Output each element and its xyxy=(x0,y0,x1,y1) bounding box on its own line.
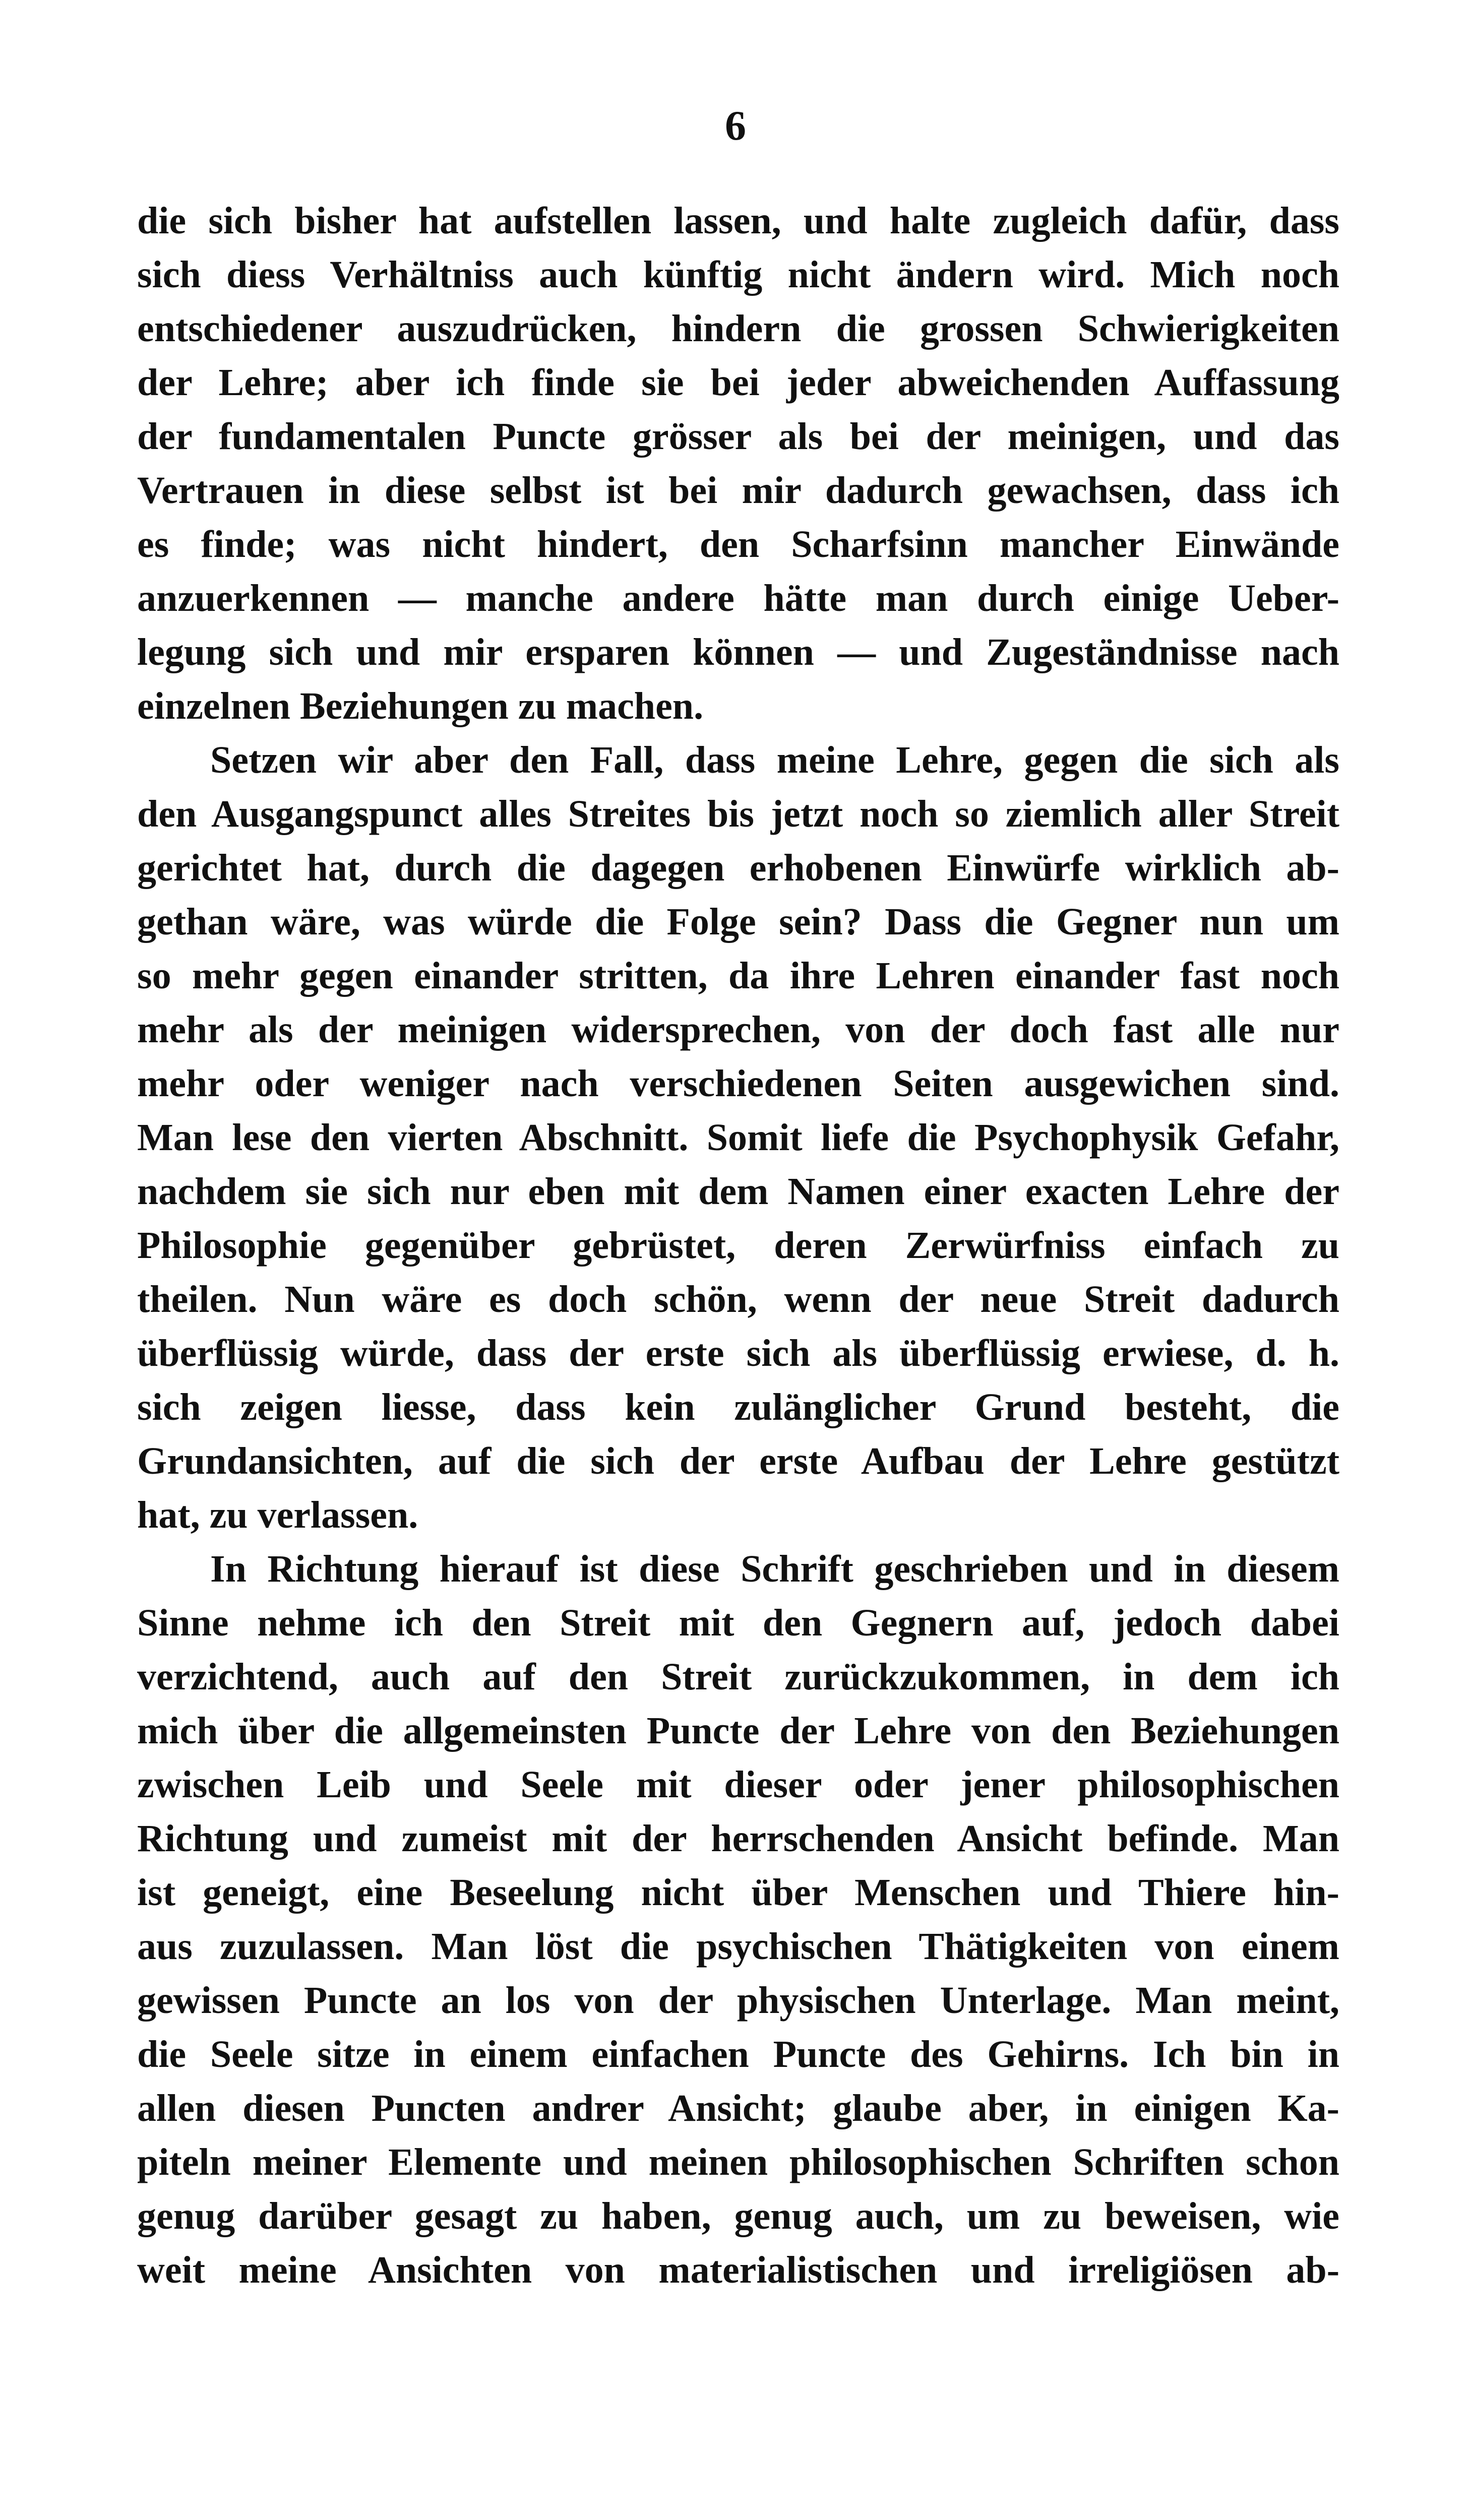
text-line: hat, zu verlassen. xyxy=(137,1494,418,1536)
text-line: weit meine Ansichten von materialistischen und irreligiösen ab- xyxy=(137,2249,1339,2291)
paragraph xyxy=(137,1542,1339,2297)
paragraph xyxy=(137,194,1339,733)
text-line: legung sich und mir ersparen können — und Zugeständnisse nach xyxy=(137,631,1339,673)
page-number: 6 xyxy=(725,102,746,149)
text-line: zwischen Leib und Seele mit dieser oder jener philosophischen xyxy=(137,1763,1339,1806)
text-line: mehr als der meinigen widersprechen, von der doch fast alle nur xyxy=(137,1009,1339,1051)
text-line: theilen. Nun wäre es doch schön, wenn der neue Streit dadurch xyxy=(137,1278,1339,1320)
text-line: Richtung und zumeist mit der herrschenden Ansicht befinde. Man xyxy=(137,1817,1339,1860)
text-line: aus zuzulassen. Man löst die psychischen Thätigkeiten von einem xyxy=(137,1925,1339,1968)
text-line: der Lehre; aber ich finde sie bei jeder abweichenden Auffassung xyxy=(137,361,1339,404)
text-line: Grundansichten, auf die sich der erste Aufbau der Lehre gestützt xyxy=(137,1440,1339,1482)
text-line: überflüssig würde, dass der erste sich als überflüssig erwiese, d. h. xyxy=(137,1332,1339,1374)
text-line: entschiedener auszudrücken, hindern die grossen Schwierigkeiten xyxy=(137,307,1339,350)
text-line: sich diess Verhältniss auch künftig nicht ändern wird. Mich noch xyxy=(137,254,1339,296)
text-line: sich zeigen liesse, dass kein zulänglicher Grund besteht, die xyxy=(137,1386,1339,1428)
text-line: anzuerkennen — manche andere hätte man durch einige Ueber- xyxy=(137,577,1339,619)
paragraph xyxy=(137,733,1339,1542)
text-line: einzelnen Beziehungen zu machen. xyxy=(137,685,704,727)
text-line: Philosophie gegenüber gebrüstet, deren Zerwürfniss einfach zu xyxy=(137,1224,1339,1267)
text-line: allen diesen Puncten andrer Ansicht; glaube aber, in einigen Ka- xyxy=(137,2087,1339,2129)
text-line: verzichtend, auch auf den Streit zurückzukommen, in dem ich xyxy=(137,1656,1339,1698)
text-line: so mehr gegen einander stritten, da ihre Lehren einander fast noch xyxy=(137,955,1339,997)
text-line: Setzen wir aber den Fall, dass meine Lehre, gegen die sich als xyxy=(210,739,1339,781)
text-line: nachdem sie sich nur eben mit dem Namen einer exacten Lehre der xyxy=(137,1170,1339,1213)
text-line: mich über die allgemeinsten Puncte der Lehre von den Beziehungen xyxy=(137,1710,1339,1752)
text-line: die Seele sitze in einem einfachen Puncte des Gehirns. Ich bin in xyxy=(137,2033,1339,2075)
body-text xyxy=(137,194,1339,2297)
text-line: gerichtet hat, durch die dagegen erhobenen Einwürfe wirklich ab- xyxy=(137,847,1339,889)
text-line: es finde; was nicht hindert, den Scharfsinn mancher Einwände xyxy=(137,523,1339,565)
text-line: gethan wäre, was würde die Folge sein? Dass die Gegner nun um xyxy=(137,901,1339,943)
text-line: piteln meiner Elemente und meinen philosophischen Schriften schon xyxy=(137,2141,1339,2183)
text-line: den Ausgangspunct alles Streites bis jetzt noch so ziemlich aller Streit xyxy=(137,793,1339,835)
text-line: genug darüber gesagt zu haben, genug auch, um zu beweisen, wie xyxy=(137,2195,1339,2237)
text-line: die sich bisher hat aufstellen lassen, und halte zugleich dafür, dass xyxy=(137,200,1339,242)
text-line: mehr oder weniger nach verschiedenen Seiten ausgewichen sind. xyxy=(137,1062,1339,1105)
text-line: Man lese den vierten Abschnitt. Somit liefe die Psychophysik Gefahr, xyxy=(137,1116,1339,1159)
text-line: der fundamentalen Puncte grösser als bei der meinigen, und das xyxy=(137,415,1339,458)
text-line: gewissen Puncte an los von der physischen Unterlage. Man meint, xyxy=(137,1979,1339,2022)
text-line: In Richtung hierauf ist diese Schrift geschrieben und in diesem xyxy=(210,1548,1339,1590)
text-line: ist geneigt, eine Beseelung nicht über Menschen und Thiere hin- xyxy=(137,1871,1339,1914)
text-line: Vertrauen in diese selbst ist bei mir dadurch gewachsen, dass ich xyxy=(137,469,1339,512)
text-line: Sinne nehme ich den Streit mit den Gegnern auf, jedoch dabei xyxy=(137,1602,1339,1644)
